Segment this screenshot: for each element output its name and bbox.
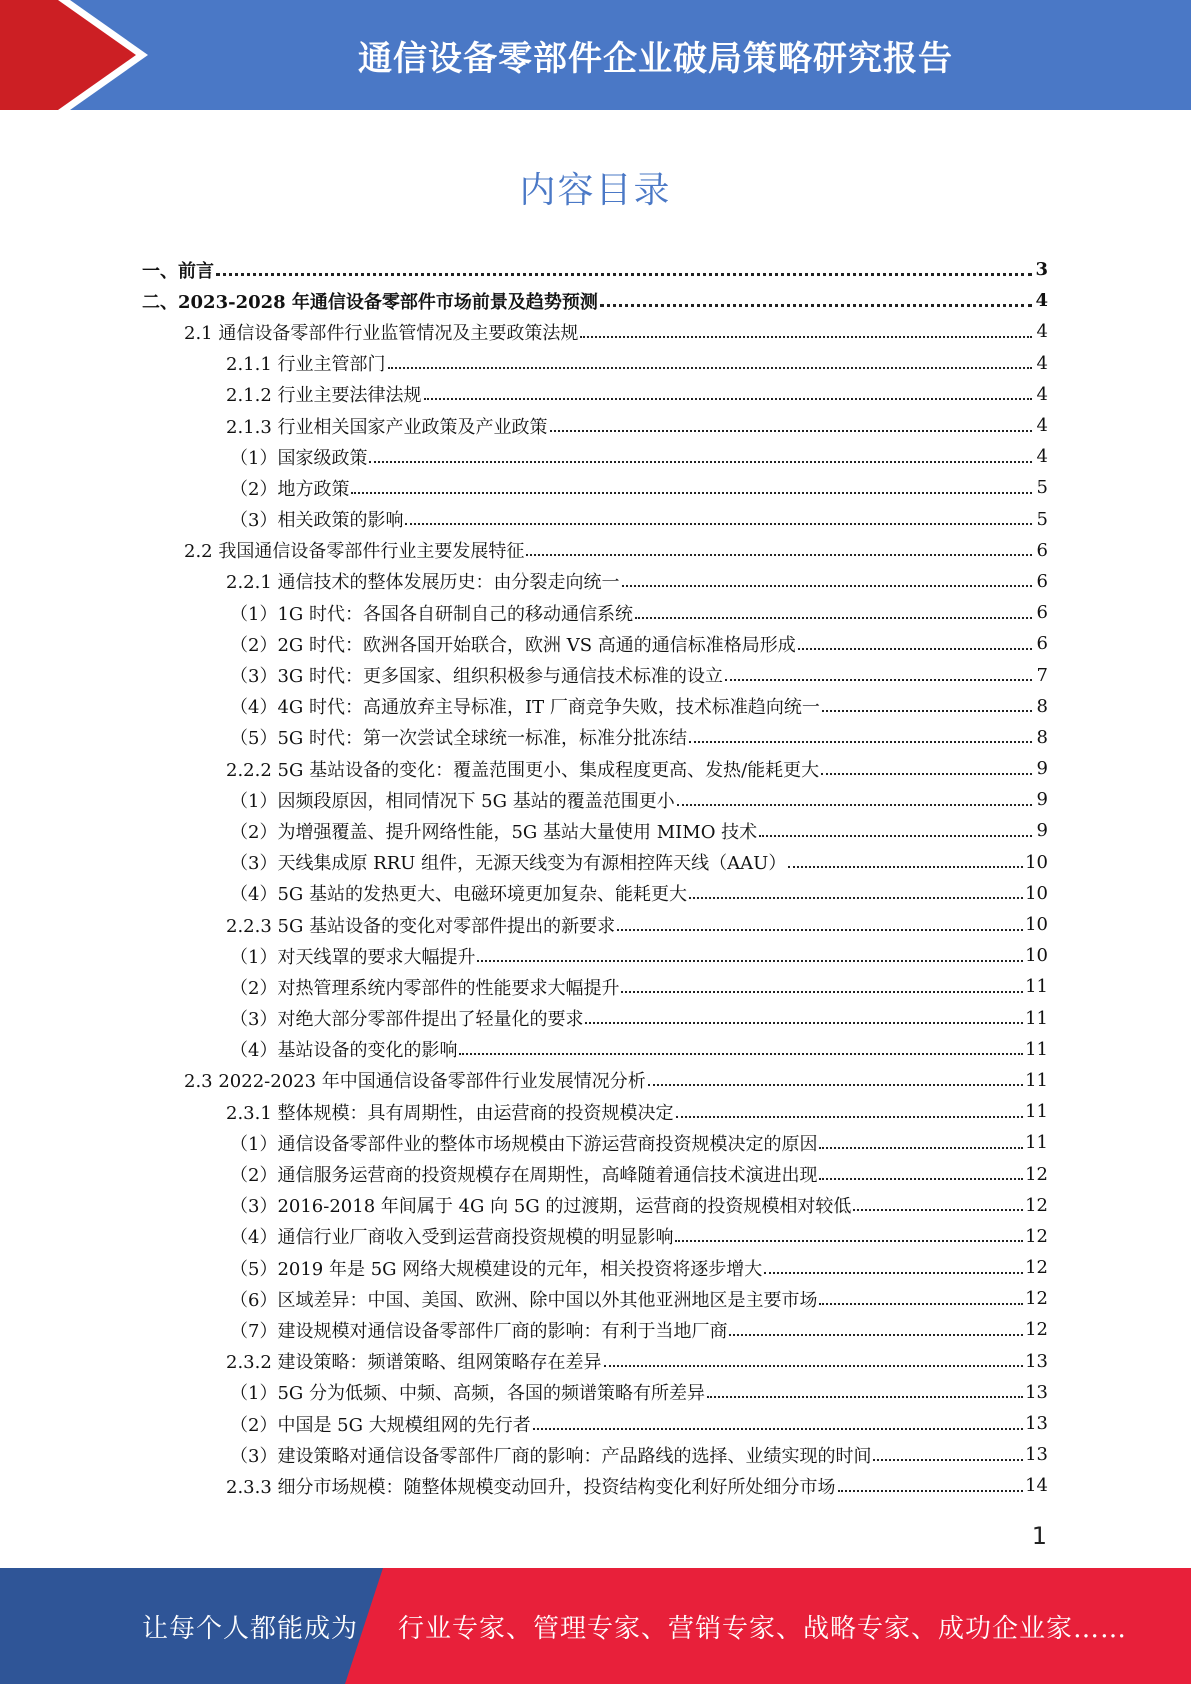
toc-entry[interactable]	[142, 1221, 1048, 1252]
toc-entry[interactable]	[142, 472, 1048, 503]
toc-leader-dots	[459, 1053, 1023, 1055]
toc-entry-page: 6	[1036, 633, 1048, 655]
toc-leader-dots	[622, 585, 1032, 587]
toc-entry-page: 4	[1036, 352, 1048, 374]
toc-entry-title: （2）为增强覆盖、提升网络性能，5G 基站大量使用 MIMO 技术	[230, 821, 758, 843]
toc-entry[interactable]	[142, 1283, 1048, 1314]
toc-entry[interactable]	[142, 1034, 1048, 1065]
toc-entry-title: 2.1.2 行业主要法律法规	[226, 385, 422, 407]
toc-entry[interactable]	[142, 1096, 1048, 1127]
toc-entry[interactable]	[142, 909, 1048, 940]
toc-entry[interactable]	[142, 659, 1048, 690]
toc-entry[interactable]	[142, 566, 1048, 597]
toc-entry-title: 2.2.2 5G 基站设备的变化：覆盖范围更小、集成程度更高、发热/能耗更大	[226, 759, 820, 781]
toc-entry[interactable]	[142, 535, 1048, 566]
toc-entry-page: 13	[1025, 1444, 1048, 1466]
toc-entry-page: 9	[1036, 820, 1048, 842]
toc-entry-title: 一、前言	[142, 260, 214, 282]
toc-entry[interactable]	[142, 316, 1048, 347]
toc-leader-dots	[838, 1490, 1024, 1492]
toc-entry[interactable]	[142, 1377, 1048, 1408]
toc-entry-title: （3）天线集成原 RRU 组件，无源天线变为有源相控阵天线（AAU）	[230, 853, 787, 875]
toc-entry-title: （1）5G 分为低频、中频、高频，各国的频谱策略有所差异	[230, 1383, 706, 1405]
toc-entry-page: 12	[1025, 1257, 1048, 1279]
toc-entry-page: 7	[1036, 664, 1048, 686]
toc-entry-page: 4	[1036, 321, 1048, 343]
toc-entry[interactable]	[142, 410, 1048, 441]
toc-entry[interactable]	[142, 878, 1048, 909]
toc-entry-page: 10	[1025, 914, 1048, 936]
toc-entry[interactable]	[142, 1190, 1048, 1221]
toc-entry-title: （2）通信服务运营商的投资规模存在周期性，高峰随着通信技术演进出现	[230, 1165, 818, 1187]
toc-entry-title: 2.3.3 细分市场规模：随整体规模变动回升，投资结构变化利好所处细分市场	[226, 1476, 836, 1498]
footer-banner	[0, 1568, 1191, 1684]
toc-entry-page: 8	[1036, 726, 1048, 748]
toc-entry[interactable]	[142, 1439, 1048, 1470]
toc-entry-title: 2.1.1 行业主管部门	[226, 354, 386, 376]
toc-leader-dots	[729, 1334, 1023, 1336]
toc-entry-page: 11	[1025, 976, 1048, 998]
toc-entry-page: 9	[1036, 758, 1048, 780]
toc-entry-page: 6	[1036, 570, 1048, 592]
toc-entry-page: 6	[1036, 539, 1048, 561]
toc-entry-title: （4）4G 时代：高通放弃主导标准，IT 厂商竞争失败，技术标准趋向统一	[230, 697, 820, 719]
toc-entry-page: 10	[1025, 882, 1048, 904]
report-title: 通信设备零部件企业破局策略研究报告	[358, 38, 953, 79]
toc-leader-dots	[635, 617, 1032, 619]
toc-entry-title: （4）通信行业厂商收入受到运营商投资规模的明显影响	[230, 1227, 674, 1249]
toc-entry[interactable]	[142, 1252, 1048, 1283]
toc-leader-dots	[819, 1303, 1023, 1305]
toc-entry-title: 2.3 2022-2023 年中国通信设备零部件行业发展情况分析	[184, 1071, 646, 1093]
toc-entry-title: （5）5G 时代：第一次尝试全球统一标准，标准分批冻结	[230, 728, 688, 750]
toc-leader-dots	[617, 929, 1023, 931]
toc-entry[interactable]	[142, 254, 1048, 285]
header-banner	[0, 0, 1191, 110]
toc-entry-page: 4	[1036, 446, 1048, 468]
toc-entry-title: 2.1.3 行业相关国家产业政策及产业政策	[226, 416, 548, 438]
toc-entry-page: 9	[1036, 789, 1048, 811]
toc-entry-title: （3）3G 时代：更多国家、组织积极参与通信技术标准的设立	[230, 666, 724, 688]
toc-entry-page: 13	[1025, 1381, 1048, 1403]
toc-leader-dots	[550, 430, 1032, 432]
toc-entry-title: （3）对绝大部分零部件提出了轻量化的要求	[230, 1009, 584, 1031]
toc-entry[interactable]	[142, 348, 1048, 379]
table-of-contents	[142, 254, 1048, 1502]
toc-leader-dots	[676, 1116, 1024, 1118]
toc-entry-page: 4	[1035, 290, 1048, 312]
toc-entry-title: （1）国家级政策	[230, 447, 368, 469]
toc-entry-title: （3）2016-2018 年间属于 4G 向 5G 的过渡期，运营商的投资规模相对较低	[230, 1196, 852, 1218]
toc-leader-dots	[621, 991, 1023, 993]
toc-entry-page: 8	[1036, 695, 1048, 717]
toc-entry[interactable]	[142, 1065, 1048, 1096]
toc-leader-dots	[477, 960, 1023, 962]
toc-leader-dots	[675, 1240, 1023, 1242]
toc-entry-title: （4）基站设备的变化的影响	[230, 1040, 458, 1062]
toc-leader-dots	[853, 1209, 1023, 1211]
toc-entry[interactable]	[142, 753, 1048, 784]
header-arrow-shape	[0, 0, 160, 110]
toc-leader-dots	[351, 492, 1032, 494]
toc-entry-page: 3	[1035, 259, 1048, 281]
toc-entry-title: 2.1 通信设备零部件行业监管情况及主要政策法规	[184, 322, 579, 344]
toc-leader-dots	[526, 554, 1032, 556]
toc-entry-title: （2）2G 时代：欧洲各国开始联合，欧洲 VS 高通的通信标准格局形成	[230, 634, 796, 656]
toc-heading: 内容目录	[519, 170, 672, 211]
toc-entry-title: 2.3.2 建设策略：频谱策略、组网策略存在差异	[226, 1352, 602, 1374]
toc-entry-page: 5	[1036, 477, 1048, 499]
toc-leader-dots	[533, 1428, 1023, 1430]
toc-leader-dots	[707, 1396, 1023, 1398]
toc-entry[interactable]	[142, 285, 1048, 316]
toc-entry-title: （5）2019 年是 5G 网络大规模建设的元年，相关投资将逐步增大	[230, 1258, 763, 1280]
toc-leader-dots	[788, 866, 1023, 868]
toc-entry-title: （1）因频段原因，相同情况下 5G 基站的覆盖范围更小	[230, 790, 675, 812]
toc-entry[interactable]	[142, 1346, 1048, 1377]
toc-entry-title: 二、2023-2028 年通信设备零部件市场前景及趋势预测	[142, 291, 598, 313]
toc-entry-title: （6）区域差异：中国、美国、欧洲、除中国以外其他亚洲地区是主要市场	[230, 1289, 818, 1311]
toc-entry-page: 12	[1025, 1194, 1048, 1216]
toc-entry-page: 12	[1025, 1163, 1048, 1185]
toc-entry[interactable]	[142, 1470, 1048, 1501]
toc-entry-page: 10	[1025, 945, 1048, 967]
toc-leader-dots	[648, 1084, 1023, 1086]
toc-entry-page: 13	[1025, 1413, 1048, 1435]
toc-entry-title: （7）建设规模对通信设备零部件厂商的影响：有利于当地厂商	[230, 1320, 728, 1342]
toc-leader-dots	[405, 523, 1032, 525]
toc-entry-page: 12	[1025, 1225, 1048, 1247]
toc-entry-page: 6	[1036, 602, 1048, 624]
toc-leader-dots	[689, 741, 1032, 743]
toc-leader-dots	[424, 398, 1032, 400]
toc-entry-title: （1）对天线罩的要求大幅提升	[230, 946, 476, 968]
toc-entry[interactable]	[142, 815, 1048, 846]
toc-entry[interactable]	[142, 1314, 1048, 1345]
toc-entry-title: （1）1G 时代：各国各自研制自己的移动通信系统	[230, 603, 634, 625]
toc-entry-page: 12	[1025, 1319, 1048, 1341]
toc-entry[interactable]	[142, 441, 1048, 472]
footer-slogan-left: 让每个人都能成为	[142, 1613, 359, 1644]
toc-entry-title: （3）建设策略对通信设备零部件厂商的影响：产品路线的选择、业绩实现的时间	[230, 1445, 872, 1467]
toc-entry[interactable]	[142, 940, 1048, 971]
toc-entry[interactable]	[142, 1158, 1048, 1189]
toc-entry-title: （2）中国是 5G 大规模组网的先行者	[230, 1414, 531, 1436]
toc-entry-page: 11	[1025, 1007, 1048, 1029]
footer-slogan-right: 行业专家、管理专家、营销专家、战略专家、成功企业家……	[398, 1613, 1128, 1644]
toc-leader-dots	[873, 1459, 1023, 1461]
page-number: 1	[1031, 1522, 1047, 1550]
toc-leader-dots	[798, 648, 1032, 650]
toc-entry[interactable]	[142, 847, 1048, 878]
toc-leader-dots	[388, 367, 1032, 369]
toc-entry-title: 2.3.1 整体规模：具有周期性，由运营商的投资规模决定	[226, 1102, 674, 1124]
toc-leader-dots	[821, 773, 1032, 775]
toc-entry[interactable]	[142, 597, 1048, 628]
toc-entry-title: （4）5G 基站的发热更大、电磁环境更加复杂、能耗更大	[230, 884, 688, 906]
toc-entry-page: 11	[1025, 1132, 1048, 1154]
toc-leader-dots	[725, 679, 1032, 681]
toc-entry-page: 10	[1025, 851, 1048, 873]
toc-leader-dots	[819, 1147, 1023, 1149]
toc-entry-page: 11	[1025, 1101, 1048, 1123]
toc-entry[interactable]	[142, 379, 1048, 410]
toc-entry-page: 11	[1025, 1038, 1048, 1060]
toc-entry-page: 5	[1036, 508, 1048, 530]
toc-entry-title: 2.2.1 通信技术的整体发展历史：由分裂走向统一	[226, 572, 620, 594]
toc-entry[interactable]	[142, 722, 1048, 753]
toc-entry[interactable]	[142, 628, 1048, 659]
toc-entry-title: （2）对热管理系统内零部件的性能要求大幅提升	[230, 977, 620, 999]
toc-entry[interactable]	[142, 1408, 1048, 1439]
toc-leader-dots	[600, 304, 1032, 307]
toc-leader-dots	[216, 273, 1032, 276]
toc-entry-page: 14	[1025, 1475, 1048, 1497]
toc-leader-dots	[604, 1365, 1024, 1367]
toc-leader-dots	[764, 1272, 1023, 1274]
toc-entry-page: 11	[1025, 1069, 1048, 1091]
toc-leader-dots	[822, 710, 1032, 712]
toc-entry-title: （1）通信设备零部件业的整体市场规模由下游运营商投资规模决定的原因	[230, 1133, 818, 1155]
toc-leader-dots	[689, 897, 1023, 899]
toc-entry[interactable]	[142, 1003, 1048, 1034]
toc-entry[interactable]	[142, 784, 1048, 815]
toc-entry[interactable]	[142, 1127, 1048, 1158]
toc-leader-dots	[677, 804, 1032, 806]
toc-leader-dots	[759, 835, 1032, 837]
toc-entry[interactable]	[142, 691, 1048, 722]
toc-leader-dots	[585, 1022, 1023, 1024]
toc-entry[interactable]	[142, 504, 1048, 535]
toc-entry-title: （3）相关政策的影响	[230, 510, 404, 532]
toc-entry-page: 12	[1025, 1288, 1048, 1310]
toc-entry[interactable]	[142, 971, 1048, 1002]
toc-entry-title: 2.2.3 5G 基站设备的变化对零部件提出的新要求	[226, 915, 616, 937]
toc-leader-dots	[369, 461, 1032, 463]
toc-leader-dots	[819, 1178, 1023, 1180]
toc-entry-title: （2）地方政策	[230, 478, 350, 500]
toc-entry-title: 2.2 我国通信设备零部件行业主要发展特征	[184, 541, 525, 563]
toc-entry-page: 4	[1036, 415, 1048, 437]
toc-leader-dots	[580, 336, 1032, 338]
toc-entry-page: 13	[1025, 1350, 1048, 1372]
toc-entry-page: 4	[1036, 383, 1048, 405]
